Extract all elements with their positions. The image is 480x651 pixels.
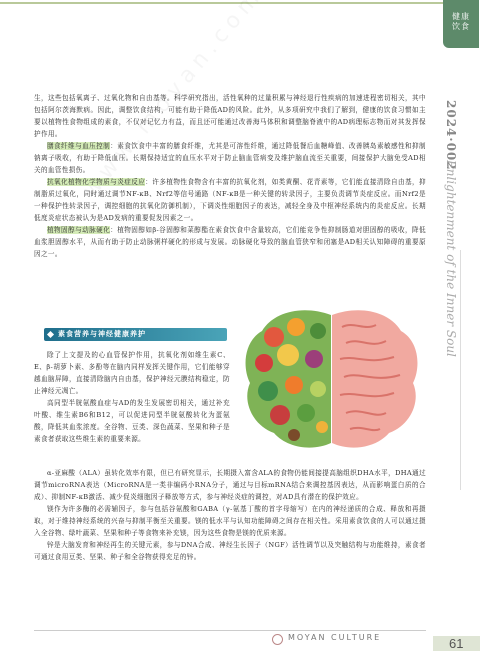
paragraph-text: ：许多植物性食物含有丰富的抗氧化剂，如类黄酮、花青素等，它们能直接清除自由基，抑制脂质过氧化，同时通过调节NF-κB、Nrf2等信号通路（NF-κB是一种关键的转录因子，主要负责调节炎症反应。而Nrf2是一种保护性转录因子，调控细胞的抗氧化防御机制），下调炎性细胞因子的表达，减轻全身及中枢神经系统内的炎症反应。长期低度炎症状态被认为是AD发病的重要促发因素之一。: [34, 178, 426, 222]
paragraph: [34, 349, 230, 397]
paragraph: [34, 224, 426, 260]
paragraph-text: ：素食饮食中丰富的膳食纤维，尤其是可溶性纤维，通过降低餐后血糖峰值、改善胰岛素敏感性和抑制钠离子吸收，有助于降低血压。长期保持适宜的血压水平对于防止脑血管病变及维护脑血流至关重要，间接保护大脑免受AD相关的血管性损伤。: [34, 142, 427, 174]
paragraph: [34, 140, 426, 176]
anatomical-brain-right-half: [332, 310, 417, 447]
food-brain-left-half: [246, 310, 331, 447]
paragraph-text: ：植物固醇如β-谷固醇和菜醇酯在素食饮食中含量较高，它们能竞争性抑制肠道对胆固醇的吸收，降低血浆胆固醇水平，从而有助于防止动脉粥样硬化的形成与发展。动脉硬化导致的脑血管狭窄和闭塞是AD相关认知障碍的重要原因之一。: [34, 226, 426, 258]
paragraph-text: 镁作为许多酶的必需辅因子，参与包括谷氨酸和GABA（γ-氨基丁酸的首字母缩写）在内的神经递质的合成、释放和再摄取，对于维持神经系统的兴奋与抑制平衡至关重要。镁的低水平与认知功能障碍之间存在相关性。采用素食饮食的人可以通过摄入全谷物、绿叶蔬菜、坚果和种子等食物来补充镁，因为这些食物是镁的优质来源。: [34, 505, 426, 537]
column-tab: [443, 0, 479, 48]
diamond-icon: [47, 331, 54, 338]
paragraph-text: 生，这些包括氧离子、过氧化物和自由基等。科学研究指出，活性氧种的过量积累与神经退行性疾病的加速进程密切相关，其中包括阿尔茨海默病。因此，调整饮食结构，可能有助于降低AD的风险。此外，从多项研究中我们了解到，健康的饮食习惯如主要以植物性食物组成的素食，不仅对记忆力有益，而且还可能通过改善海马体积和调整脑脊液中的AD病理标志物而对其发挥保护作用。: [34, 94, 426, 138]
paragraph: [34, 539, 426, 563]
article-body-bottom: [34, 467, 426, 563]
paragraph-text: 除了上文提及的心血管保护作用，抗氧化剂如维生素C、E、β-胡萝卜素、多酚等在脑内同样发挥关键作用，它们能够穿越血脑屏障，直接清除脑内自由基，保护神经元膜结构稳定，防止神经元凋亡。: [34, 351, 230, 395]
brain-food-illustration: [234, 297, 429, 462]
footer-brand: MOYAN CULTURE: [288, 633, 382, 642]
highlighted-term: 植物固醇与动脉硬化: [47, 226, 111, 234]
highlighted-term: 抗氧化植物化学物质与炎症反应: [47, 178, 146, 186]
highlighted-term: 膳食纤维与血压控制: [47, 142, 111, 150]
issue-number: 2024·002: [444, 100, 458, 171]
footer-rule: [34, 630, 426, 631]
paragraph: [34, 503, 426, 539]
article-body-top: [34, 92, 426, 260]
paragraph-text: α-亚麻酸（ALA）虽转化效率有限，但已有研究显示，长期摄入富含ALA的食物仍能间接提高脑组织DHA水平，DHA通过调节microRNA表达（MicroRNA是一类非编码小RNA分子，通过与目标mRNA结合来调控基因表达，从而影响蛋白质的合成）、抑制NF-κB激活、减少促炎细胞因子释放等方式，参与神经炎症的调控，对AD具有潜在的保护效应。: [34, 469, 426, 501]
section-title: 素食营养与神经健康养护: [58, 330, 146, 338]
side-title: [432, 100, 468, 520]
paragraph: [34, 92, 426, 140]
side-rule: [460, 250, 461, 490]
brand-logo-icon: [272, 634, 283, 645]
column-tab-line2: 饮食: [452, 22, 470, 31]
paragraph-text: 锌是大脑发育和神经再生的关键元素，参与DNA合成、神经生长因子（NGF）活性调节以及突触结构与功能维持，素食者可通过食用豆类、坚果、种子和全谷物获得充足的锌。: [34, 541, 426, 561]
paragraph: [34, 397, 230, 445]
page-number-box: [433, 636, 480, 651]
paragraph: [34, 467, 426, 503]
section-heading: [44, 328, 227, 341]
page-number: 61: [449, 636, 464, 651]
paragraph: [34, 176, 426, 224]
article-column: [34, 349, 230, 445]
column-tab-line1: 健康: [452, 12, 470, 21]
paragraph-text: 高同型半胱氨酸血症与AD的发生发展密切相关，通过补充叶酸、维生素B6和B12，可以促进同型半胱氨酸转化为蛋氨酸，降低其血浆浓度。全谷物、豆类、深色蔬菜、坚果和种子是素食者获取这些维生素的重要来源。: [34, 399, 230, 443]
side-subtitle: Enlightenment of the Inner Soul: [444, 160, 458, 357]
